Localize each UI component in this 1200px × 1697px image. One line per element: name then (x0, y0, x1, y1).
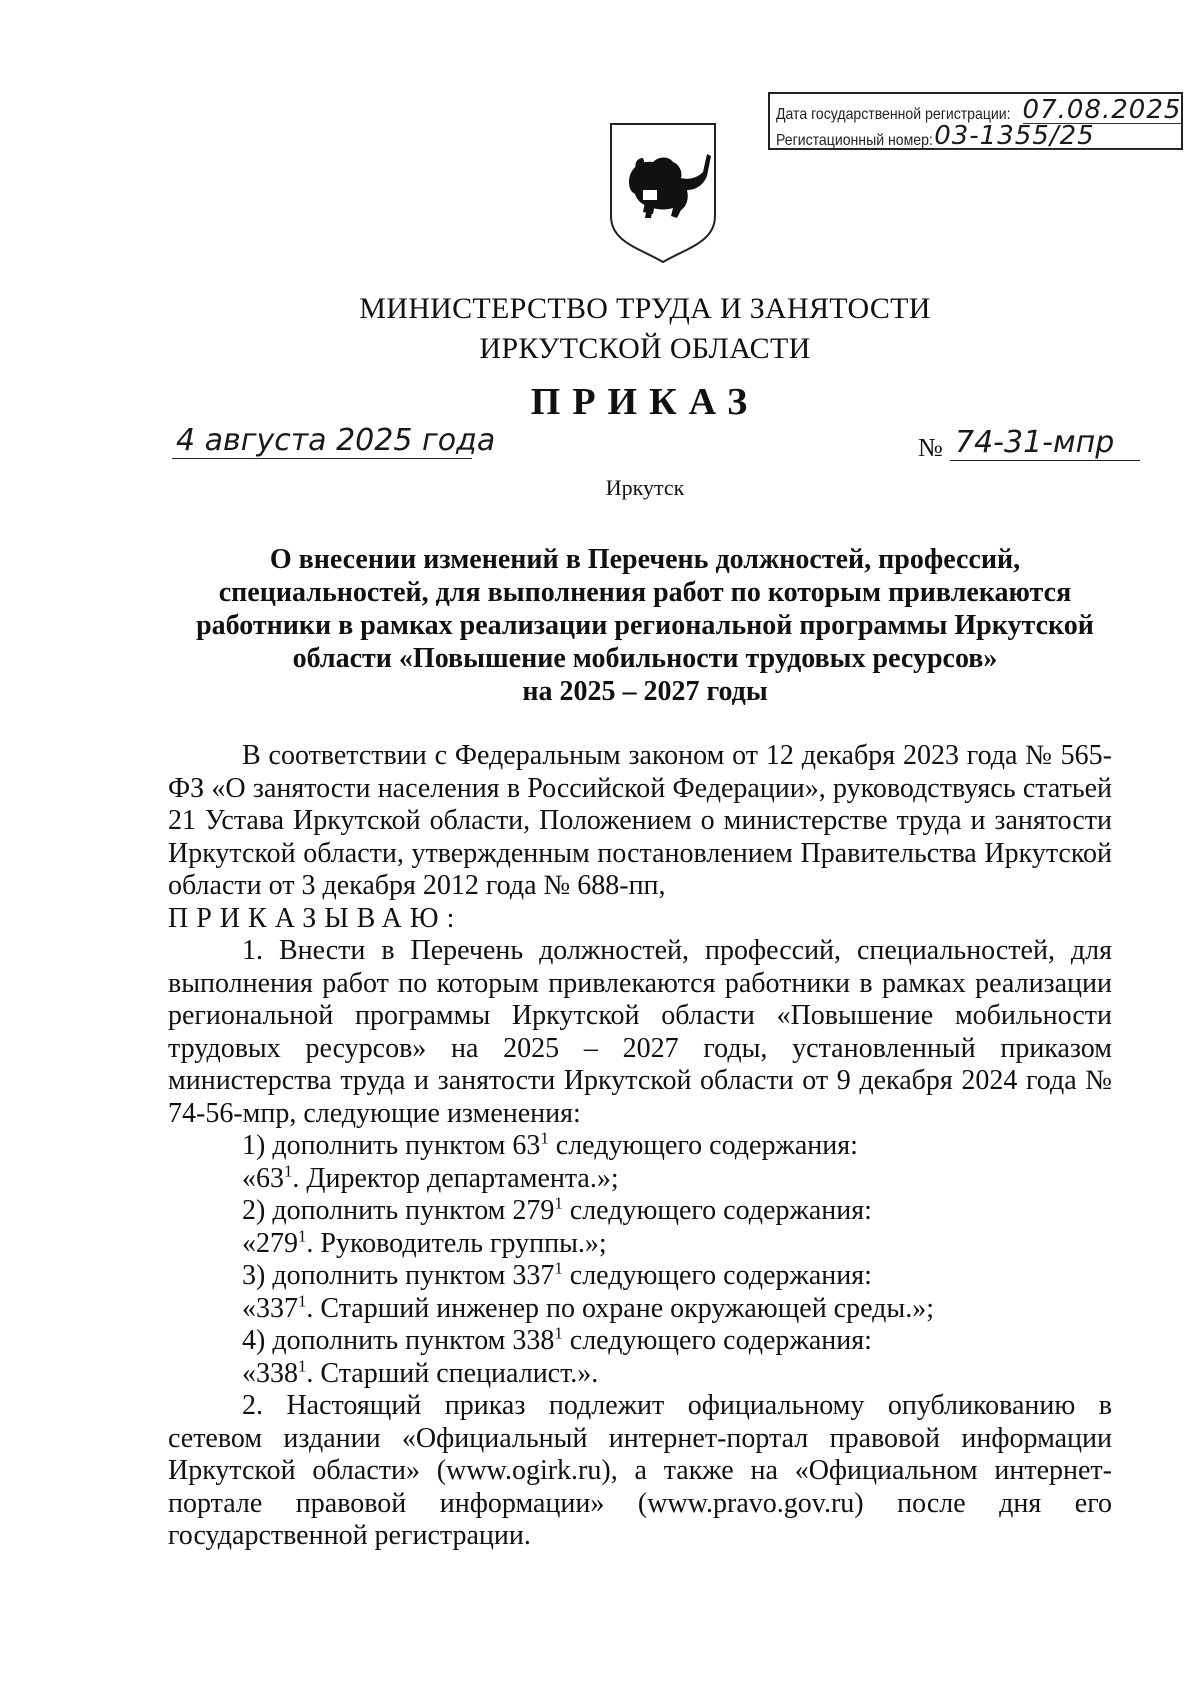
title-line: специальностей, для выполнения работ по которым привлекаются (218, 577, 1072, 608)
change-item: 2) дополнить пунктом $279^1$ следующего содержания: (242, 1193, 872, 1226)
preamble-paragraph: В соответствии с Федеральным законом от 12 декабря 2023 года № 565-ФЗ «О занятости населения в Российской Федерации», руководствуясь статьей 21 Устава Иркутской области, Положением о министерстве труда и занятости Иркутской области, утвержденным постановлением Правительства Иркутской области от 3 декабря 2012 года № 688-пп, (168, 740, 1112, 901)
number-sign: № (918, 433, 943, 462)
registration-stamp (768, 92, 1183, 150)
city-name: Иркутск (605, 475, 685, 500)
registration-number-row (776, 121, 1181, 151)
change-content: «$63^1$. Директор департамента.»; (242, 1161, 619, 1194)
change-content: «$337^1$. Старший инженер по охране окружающей среды.»; (242, 1291, 934, 1324)
registration-date-value: 07.08.2025 (1022, 95, 1182, 125)
ministry-name-line2: ИРКУТСКОЙ ОБЛАСТИ (479, 332, 811, 365)
change-item: 3) дополнить пунктом $337^1$ следующего содержания: (242, 1258, 872, 1291)
number-underline (950, 460, 1140, 461)
item-2-paragraph: 2. Настоящий приказ подлежит официальному опубликованию в сетевом издании «Официальный интернет-портал правовой информации Иркутской области» (www.ogirk.ru), а также на «Официальном интернет-портале правовой информации» (www.pravo.gov.ru) после дня его государственной регистрации. (168, 1390, 1112, 1551)
change-content: «$338^1$. Старший специалист.». (242, 1356, 599, 1389)
change-item: 1) дополнить пунктом $63^1$ следующего содержания: (242, 1128, 858, 1161)
change-content: «$279^1$. Руководитель группы.»; (242, 1226, 607, 1259)
title-line: области «Повышение мобильности трудовых ресурсов» (292, 643, 998, 674)
item-1-paragraph: 1. Внести в Перечень должностей, профессий, специальностей, для выполнения работ по которым привлекаются работники в рамках реализации региональной программы Иркутской области «Повышение мобильности трудовых ресурсов» на 2025 – 2027 годы, установленный приказом министерства труда и занятости Иркутской области от 9 декабря 2024 года № 74-56-мпр, следующие изменения: (168, 935, 1112, 1129)
document-title (170, 543, 1120, 708)
registration-number-value: 03-1355/25 (934, 123, 1175, 150)
handwritten-date: 4 августа 2025 года (176, 423, 496, 458)
date-underline (172, 458, 472, 459)
irkutsk-coat-of-arms-icon (607, 120, 719, 266)
registration-date-label: Дата государственной регистрации: (776, 106, 1011, 123)
handwritten-order-number: 74-31-мпр (955, 425, 1115, 460)
order-word: ПРИКАЗЫВАЮ: (168, 902, 463, 934)
title-line: на 2025 – 2027 годы (522, 676, 768, 707)
change-item: 4) дополнить пунктом $338^1$ следующего содержания: (242, 1323, 872, 1356)
title-line: работники в рамках реализации региональной программы Иркутской (196, 610, 1094, 641)
registration-date-row (776, 95, 1182, 125)
registration-number-label: Регистационный номер: (776, 132, 933, 149)
document-body (168, 740, 1112, 1553)
ministry-name-line1: МИНИСТЕРСТВО ТРУДА И ЗАНЯТОСТИ (359, 292, 931, 325)
document-type-heading: ПРИКАЗ (530, 381, 760, 423)
title-line: О внесении изменений в Перечень должностей, профессий, (269, 544, 1021, 575)
